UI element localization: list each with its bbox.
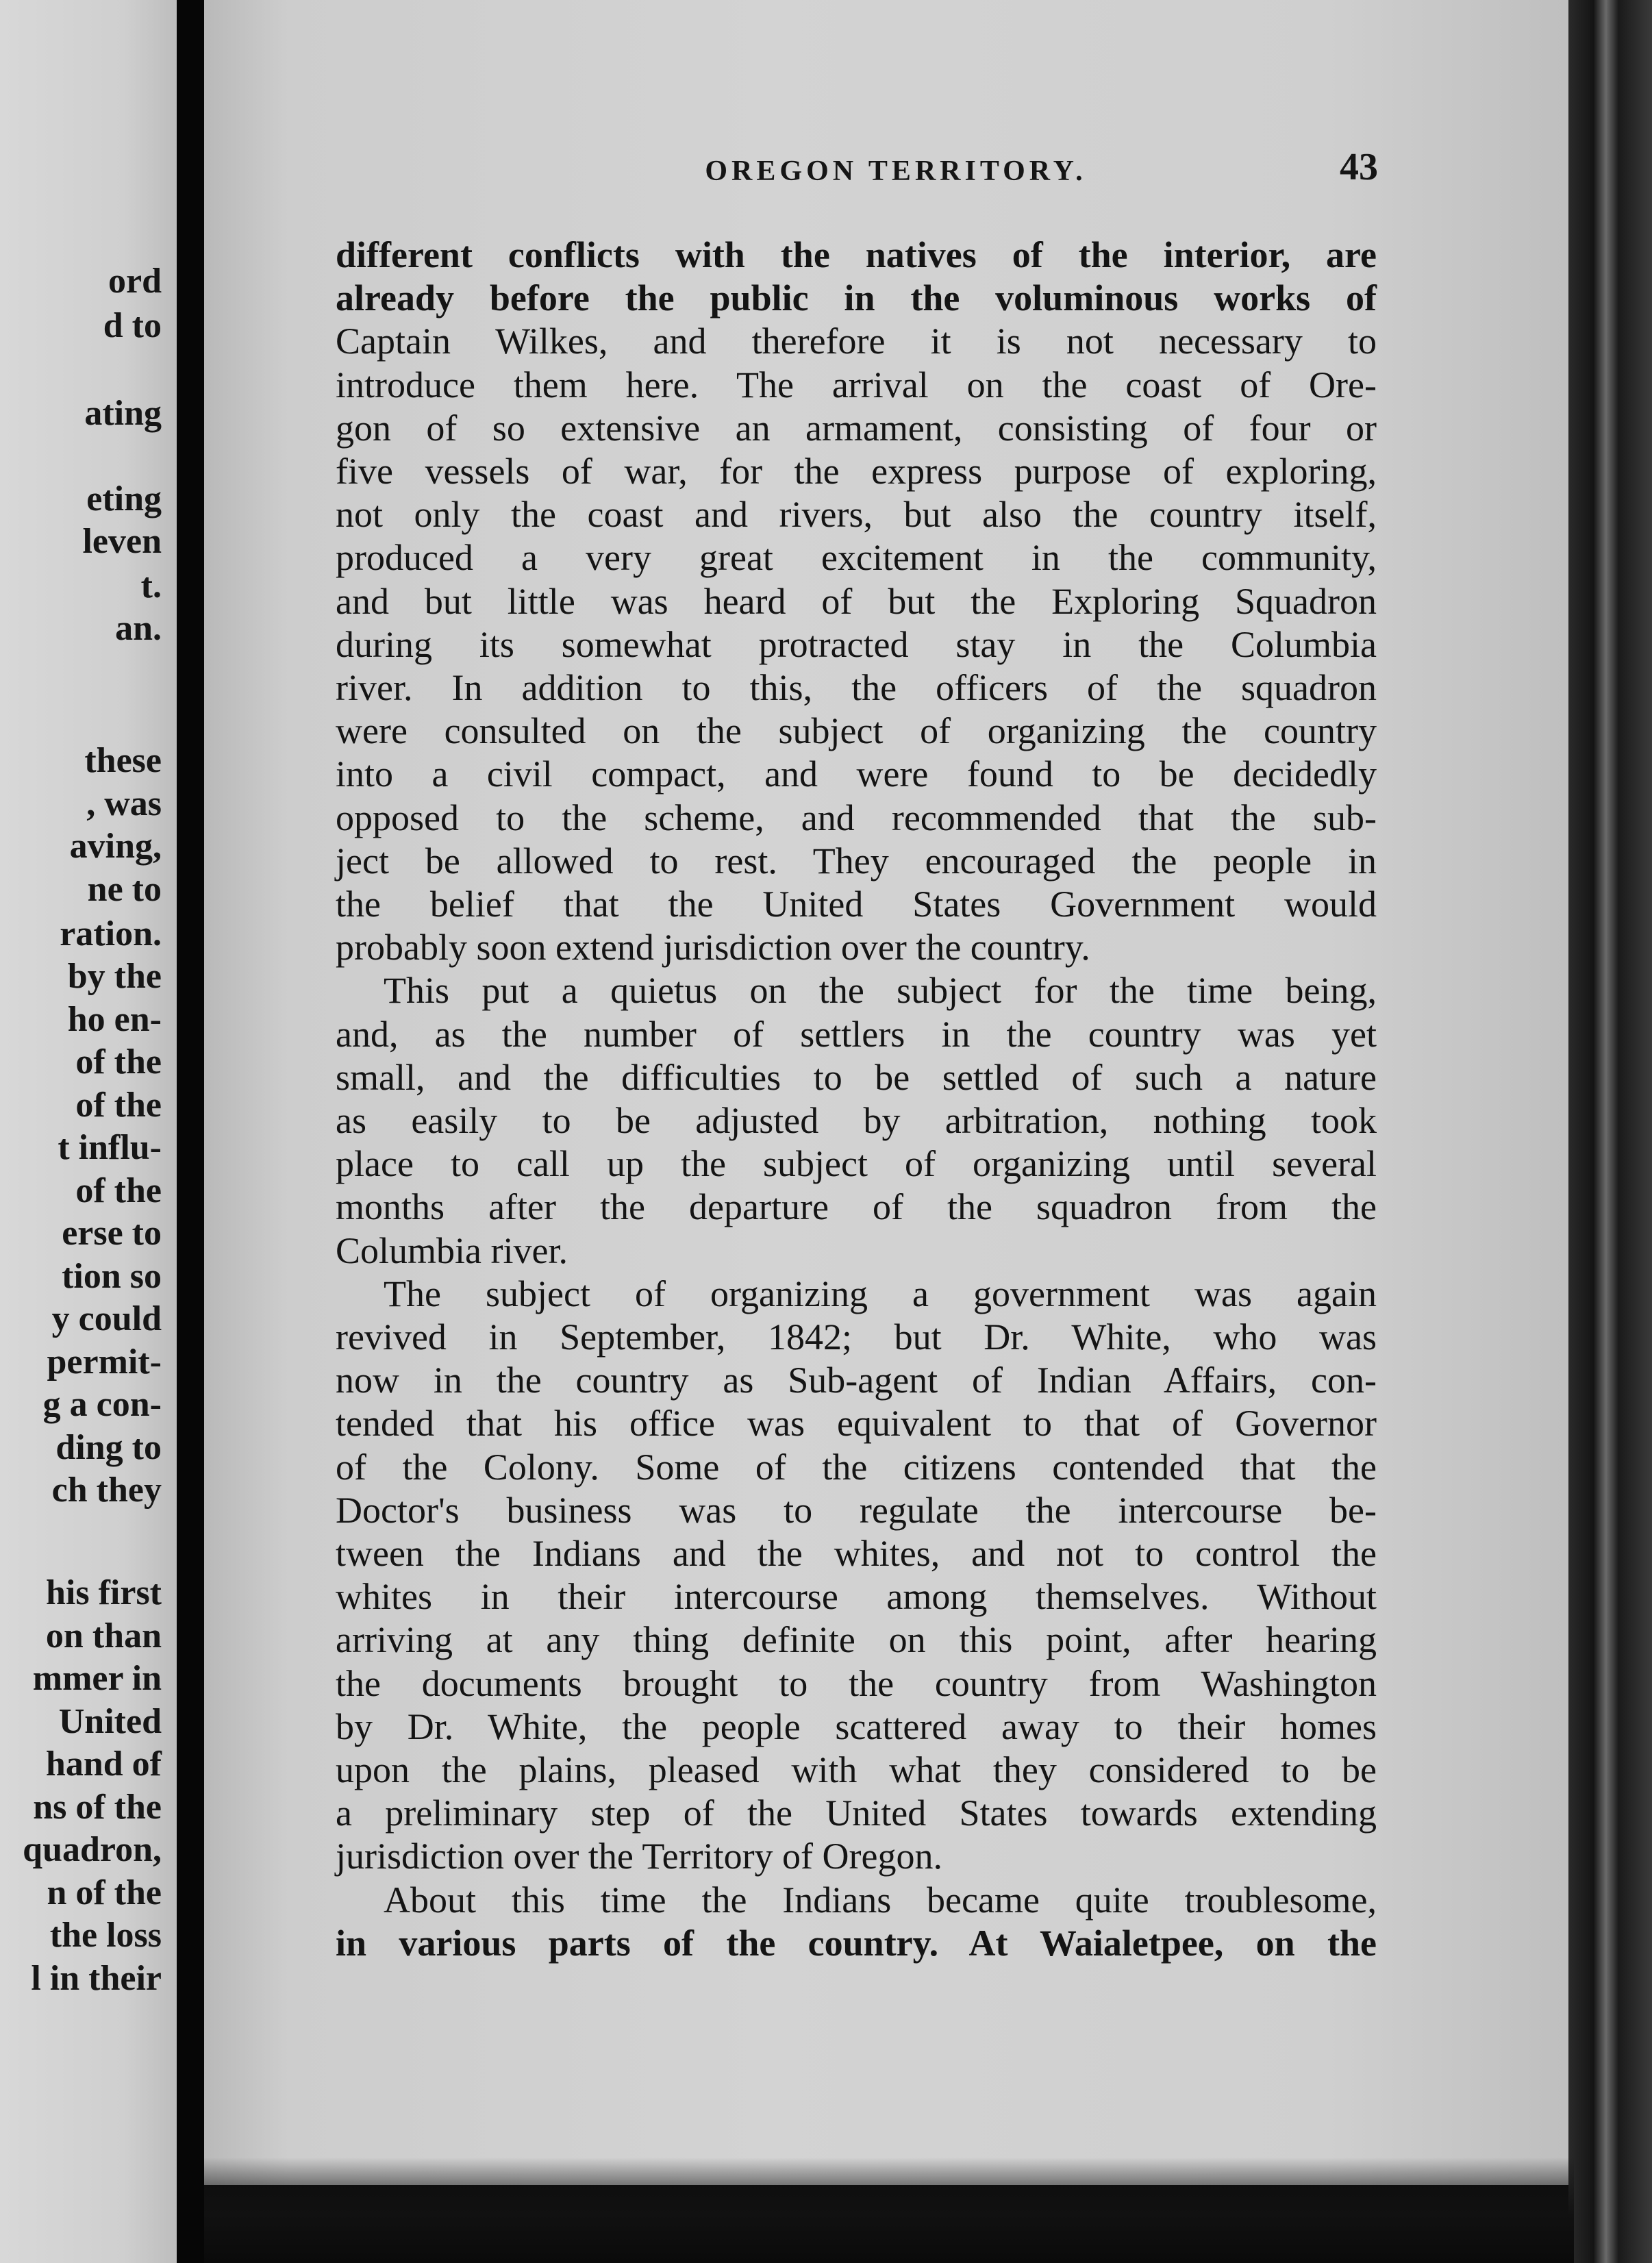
left-page-fragment: y could <box>51 1299 162 1338</box>
text-line: as easily to be adjusted by arbitration, nothing took <box>336 1100 1377 1141</box>
left-page-fragment: of the <box>75 1086 162 1125</box>
text-line: upon the plains, pleased with what they considered to be <box>336 1749 1377 1790</box>
left-page-fragment: these <box>84 741 162 780</box>
left-page-fragment: ns of the <box>33 1788 162 1827</box>
text-line: river. In addition to this, the officers of the squadron <box>336 667 1377 708</box>
text-line: Doctor's business was to regulate the intercourse be- <box>336 1490 1377 1531</box>
running-head: OREGON TERRITORY. <box>705 155 1087 187</box>
text-line: now in the country as Sub-agent of Indian Affairs, con- <box>336 1360 1377 1401</box>
text-line: jurisdiction over the Territory of Oregon. <box>336 1836 942 1877</box>
left-page-fragment: tion so <box>62 1257 162 1296</box>
left-page-fragment: of the <box>75 1171 162 1210</box>
text-line: This put a quietus on the subject for the time being, <box>384 970 1377 1011</box>
left-page-fragment: ord <box>108 262 162 301</box>
left-page-fragment: ho en- <box>67 1000 162 1039</box>
left-page-fragment: on than <box>45 1616 162 1655</box>
left-page-fragment: leven <box>82 522 162 561</box>
left-page-fragment: the loss <box>49 1916 162 1955</box>
left-page-fragment: by the <box>67 957 162 996</box>
text-line: tended that his office was equivalent to that of Governor <box>336 1403 1377 1444</box>
text-line: introduce them here. The arrival on the coast of Ore- <box>336 364 1377 405</box>
text-line: into a civil compact, and were found to be decidedly <box>336 753 1377 795</box>
text-line: already before the public in the voluminous works of <box>336 277 1377 318</box>
left-page-fragment: aving, <box>69 827 162 866</box>
left-page-fragment: an. <box>115 609 162 648</box>
text-line: Columbia river. <box>336 1230 568 1271</box>
left-page-fragment: t influ- <box>58 1128 162 1167</box>
text-line: The subject of organizing a government was again <box>384 1273 1377 1314</box>
text-line: revived in September, 1842; but Dr. White, who was <box>336 1316 1377 1358</box>
text-line: Captain Wilkes, and therefore it is not necessary to <box>336 321 1377 362</box>
left-page-fragment: , was <box>86 784 162 823</box>
left-page-fragment: l in their <box>31 1959 162 1998</box>
text-line: not only the coast and rivers, but also the country itself, <box>336 494 1377 535</box>
left-page-fragment: United <box>58 1702 162 1741</box>
text-line: arriving at any thing definite on this point, after hearing <box>336 1619 1377 1660</box>
text-line: of the Colony. Some of the citizens contended that the <box>336 1447 1377 1488</box>
left-page-fragment: quadron, <box>23 1830 162 1869</box>
text-line: small, and the difficulties to be settled of such a nature <box>336 1057 1377 1098</box>
text-line: place to call up the subject of organizing until several <box>336 1143 1377 1184</box>
text-line: opposed to the scheme, and recommended that the sub- <box>336 797 1377 838</box>
text-line: produced a very great excitement in the community, <box>336 537 1377 578</box>
text-line: during its somewhat protracted stay in the Columbia <box>336 624 1377 665</box>
text-line: the documents brought to the country from Washington <box>336 1663 1377 1704</box>
left-page-fragment: t. <box>140 566 162 605</box>
text-line: tween the Indians and the whites, and not to control the <box>336 1533 1377 1574</box>
text-line: and, as the number of settlers in the country was yet <box>336 1014 1377 1055</box>
left-page-fragment: ding to <box>55 1428 162 1467</box>
left-page-fragment: ating <box>84 394 162 433</box>
text-line: months after the departure of the squadron from the <box>336 1186 1377 1227</box>
left-page-fragment: g a con- <box>42 1385 162 1424</box>
text-line: ject be allowed to rest. They encouraged the people in <box>336 840 1377 882</box>
left-page-fragment: permit- <box>47 1342 162 1381</box>
left-page-fragment: hand of <box>45 1745 162 1784</box>
page-number: 43 <box>1340 146 1378 188</box>
left-page-fragment: ration. <box>60 914 162 953</box>
left-page-fragment: n of the <box>47 1873 162 1912</box>
left-page-fragment: eting <box>86 479 162 518</box>
text-line: different conflicts with the natives of the interior, are <box>336 234 1377 275</box>
text-line: probably soon extend jurisdiction over the country. <box>336 927 1090 968</box>
text-line: a preliminary step of the United States towards extending <box>336 1792 1377 1834</box>
text-line: About this time the Indians became quite troublesome, <box>384 1879 1377 1921</box>
text-line: were consulted on the subject of organizing the country <box>336 710 1377 751</box>
left-page-fragment: ne to <box>87 870 162 909</box>
left-page-fragment: mmer in <box>32 1659 162 1698</box>
text-line: in various parts of the country. At Waialetpee, on the <box>336 1923 1377 1964</box>
text-line: five vessels of war, for the express purpose of exploring, <box>336 451 1377 492</box>
left-page-fragment: ch they <box>51 1471 162 1510</box>
text-line: by Dr. White, the people scattered away to their homes <box>336 1706 1377 1747</box>
left-page-fragment: erse to <box>62 1214 162 1253</box>
left-page-fragment: d to <box>103 306 162 345</box>
text-line: the belief that the United States Government would <box>336 884 1377 925</box>
left-page-fragment: his first <box>46 1573 162 1612</box>
text-line: whites in their intercourse among themselves. Without <box>336 1576 1377 1617</box>
left-page-fragment: of the <box>75 1042 162 1082</box>
text-line: and but little was heard of but the Exploring Squadron <box>336 581 1377 622</box>
text-line: gon of so extensive an armament, consisting of four or <box>336 408 1377 449</box>
